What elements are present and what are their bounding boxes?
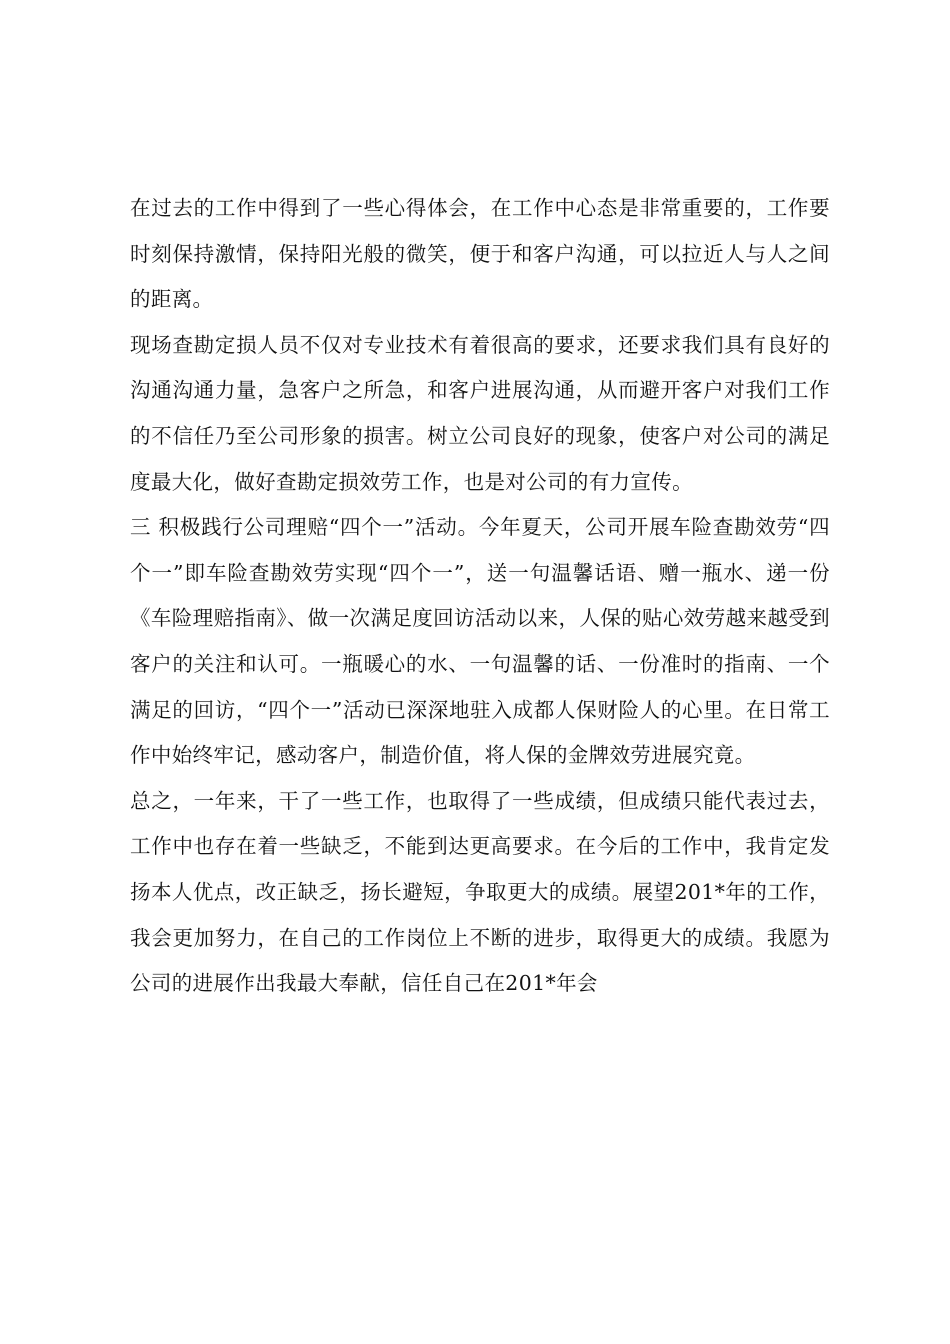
paragraph-communication: 现场查勘定损人员不仅对专业技术有着很高的要求，还要求我们具有良好的沟通沟通力量，急客户之所急，和客户进展沟通，从而避开客户对我们工作的不信任乃至公司形象的损害。树立公司良好的现象，使客户对公司的满足度最大化，做好查勘定损效劳工作，也是对公司的有力宣传。 [130, 332, 830, 494]
paragraph-experience: 在过去的工作中得到了一些心得体会，在工作中心态是非常重要的，工作要时刻保持激情，保持阳光般的微笑，便于和客户沟通，可以拉近人与人之间的距离。 [130, 196, 830, 312]
paragraph-summary: 总之，一年来，干了一些工作，也取得了一些成绩，但成绩只能代表过去，工作中也存在着一些缺乏，不能到达更高要求。在今后的工作中，我肯定发扬本人优点，改正缺乏，扬长避短，争取更大的成绩。展望201*年的工作，我会更加努力，在自己的工作岗位上不断的进步，取得更大的成绩。我愿为公司的进展作出我最大奉献，信任自己在201*年会 [130, 788, 830, 996]
document-body [130, 186, 830, 1007]
paragraph-four-ones-activity: 三 积极践行公司理赔“四个一”活动。今年夏天，公司开展车险查勘效劳“四个一”即车险查勘效劳实现“四个一”，送一句温馨话语、赠一瓶水、递一份《车险理赔指南》、做一次满足度回访活动以来，人保的贴心效劳越来越受到客户的关注和认可。一瓶暖心的水、一句温馨的话、一份准时的指南、一个满足的回访，“四个一”活动已深深地驻入成都人保财险人的心里。在日常工作中始终牢记，感动客户，制造价值，将人保的金牌效劳进展究竟。 [130, 515, 830, 768]
